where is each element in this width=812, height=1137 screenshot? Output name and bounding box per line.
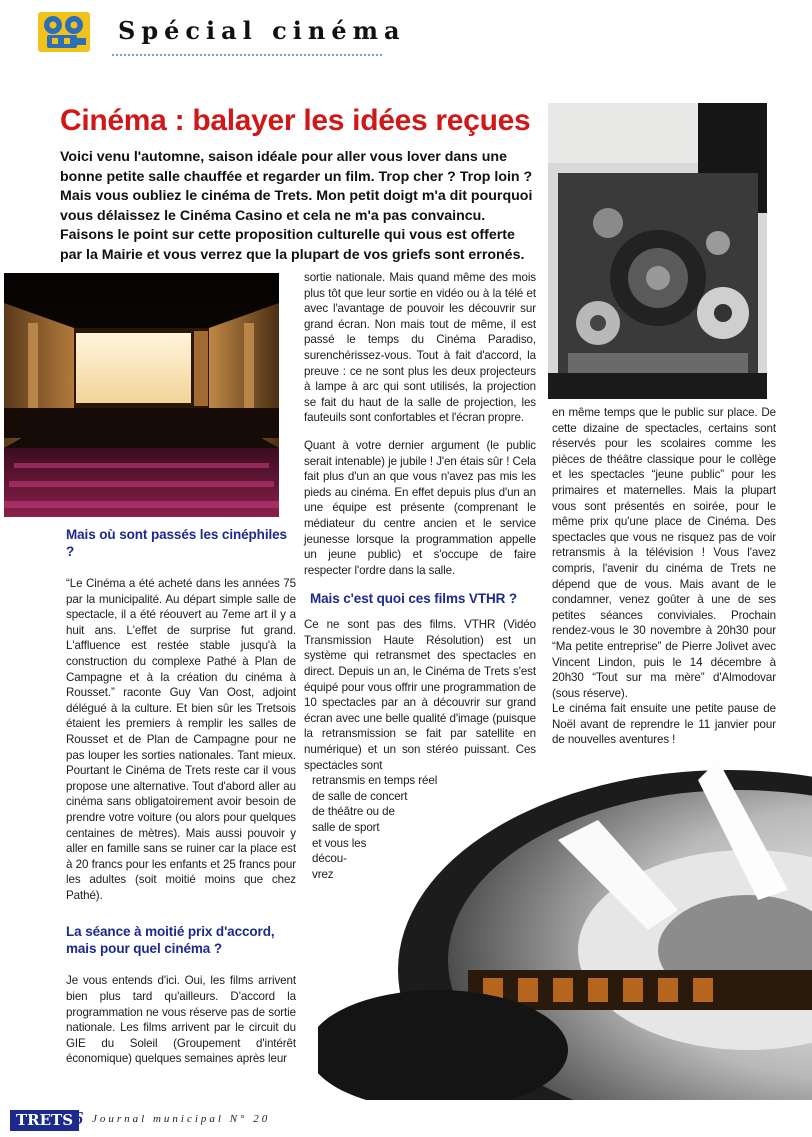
cinema-hall-photo — [4, 273, 279, 517]
text-line: décou- — [312, 852, 347, 866]
paragraph: “Le Cinéma a été acheté dans les années 75 par la municipalité. Au départ simple salle de spectacle, il a été réouvert au 7eme art il y a huit ans. L'effet de surprise fut grand. L'affluence est restée stable jusqu'à la construction du complexe Pathé à Plan de Campagne et à la création du cinéma à Rousset.” raconte Guy Van Oost, adjoint délégué à la culture. Et bien sûr les Tretsois étaient les premiers à remplir les salles de Rousset et de Plan de Campagne pour ne pas louper les sorties nationales. Tant mieux. Pourtant le Cinéma de Trets reste car il vous propose une alternative. Tout d'abord aller au cinéma sans obligatoirement avoir besoin de prendre votre voiture (ou alors pour quelques centaines de mètres). Mais aussi pouvoir y aller en famille sans se ruiner car la place est à 20 francs pour les enfants et 25 francs pour les adultes (soit moitié moins que chez Pathé). — [66, 577, 296, 902]
article-column-middle — [304, 270, 536, 882]
subheading-half-price: La séance à moitié prix d'accord, mais pour quel cinéma ? — [66, 924, 275, 957]
article-column-left — [66, 526, 296, 1067]
article-column-right — [552, 405, 776, 748]
section-title: Spécial cinéma — [118, 16, 406, 45]
paragraph: en même temps que le public sur place. De cette dizaine de spectacles, certains sont réservés pour les scolaires comme les pièces de théâtre classique pour le collège et les spectacles “jeune public” pour les primaires et maternelles. Mais la plupart vous sont présentés en soirée, pour le même prix qu'une place de Cinéma. Des spectacles que vous ne risquez pas de voir retransmis à la télévision ! Vous l'avez compris, l'avenir du cinéma de Trets ne dépend que de vous. Mais avant de le condamner, venez goûter à une de ses petites séances conviviales. Prochain rendez-vous le 30 novembre à 20h30 pour “Ma petite entreprise” de Pierre Jolivet avec Vincent Lindon, puis le 14 décembre à 20h30 “Tout sur ma mère” d'Almodovar (sous réserve). — [552, 406, 776, 700]
article-intro: Voici venu l'automne, saison idéale pour aller vous lover dans une bonne petite salle chauffée et regarder un film. Trop cher ? Trop loin ? Mais vous oubliez le cinéma de Trets. Mon petit doigt m'a dit pourquoi vous délaissez le Cinéma Casino et cela ne m'a pas convaincu. Faisons le point sur cette proposition culturelle qui vous est offerte par la Mairie et vous verrez que la plupart de vos griefs sont erronés. — [60, 149, 533, 263]
text-line: de salle de concert — [312, 789, 408, 803]
narrow-text-wrap — [304, 773, 536, 882]
paragraph: sortie nationale. Mais quand même des mois plus tôt que leur sortie en vidéo ou à la télé et avec l'avantage de pouvoir les découvrir sur grand écran. Non mais tout de même, il est passé le temps du Cinéma Paradiso, surenchérissez-vous. Tout à fait d'accord, la preuve : ce ne sont plus les deux projecteurs à lampe à arc qui sont utilisés, la projection se fait du haut de la salle de projection, les fauteuils sont confortables et l'écran propre. — [304, 271, 536, 425]
paragraph: Je vous entends d'ici. Oui, les films arrivent bien plus tard qu'ailleurs. D'accord la programmation ne vous réserve pas de sortie nationale. Les films arrivent par le circuit du GIE du Soleil (Groupement d'intérêt économique) quelques semaines après leur — [66, 974, 296, 1066]
article-headline: Cinéma : balayer les idées reçues — [60, 104, 531, 137]
header-divider — [112, 54, 382, 56]
text-line: et vous les — [312, 836, 367, 850]
subheading-cinephiles: Mais où sont passés les cinéphiles ? — [66, 527, 287, 559]
page-footer — [0, 1108, 812, 1137]
footer-brand-logo: TRETS — [10, 1110, 79, 1131]
text-line: vrez — [312, 867, 334, 881]
paragraph: Le cinéma fait ensuite une petite pause de Noël avant de reprendre le 11 janvier pour de nouvelles aventures ! — [552, 702, 776, 747]
text-line: retransmis en temps réel — [312, 774, 438, 788]
subheading-vthr: Mais c'est quoi ces films VTHR ? — [310, 591, 518, 607]
text-line: salle de sport — [312, 821, 380, 834]
page-header — [0, 0, 812, 64]
paragraph: Quant à votre dernier argument (le public serait intenable) je jubile ! J'en étais sûr ! Cela fait plus d'un an que vous n'avez pas mis les pieds au cinéma. En effet depuis plus d'un an une équipe est présente (comprenant le médiateur du centre ancien et le service jeunesse lorsque la programmation appelle un jeune public) et s'occupe de faire respecter l'ordre dans la salle. — [304, 438, 536, 577]
text-line: de théâtre ou de — [312, 805, 395, 819]
page-number: 6 — [74, 1108, 83, 1128]
projector-photo — [548, 103, 767, 399]
journal-label: Journal municipal N° 20 — [92, 1113, 271, 1125]
paragraph: Ce ne sont pas des films. VTHR (Vidéo Transmission Haute Résolution) est un système qui retransmet des spectacles en direct. Depuis un an, le Cinéma de Trets s'est équipé pour vous offrir une programmation de 10 spectacles par an à découvrir sur grand écran avec une belle qualité d'image (puisque la retransmission se fait par satellite en numérique) et un son stéréo puissant. Ces spectacles sont — [304, 618, 536, 772]
film-camera-icon — [38, 10, 90, 54]
